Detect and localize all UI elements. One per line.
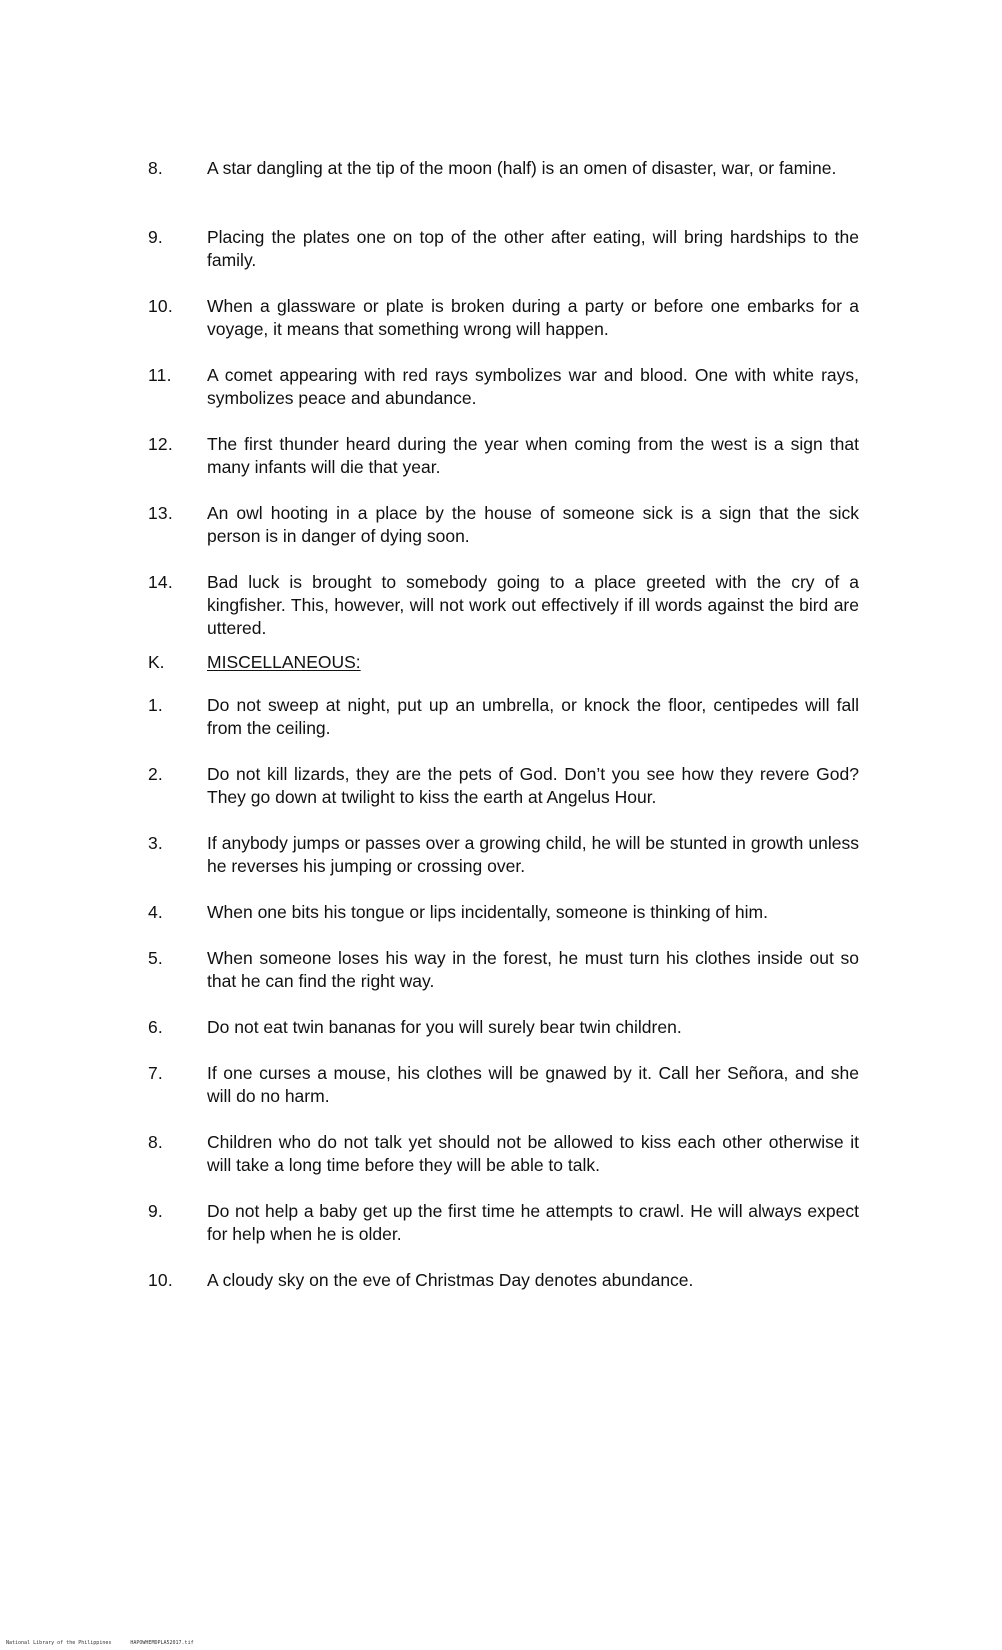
item-text: Do not eat twin bananas for you will surely bear twin children. (207, 1017, 682, 1037)
scan-footer (6, 1640, 210, 1646)
item-text: If one curses a mouse, his clothes will be gnawed by it. Call her Señora, and she will do no harm. (207, 1063, 859, 1106)
list-item (0, 502, 1002, 571)
item-text: The first thunder heard during the year when coming from the west is a sign that many infants will die that year. (207, 434, 859, 477)
item-number: 3. (148, 833, 163, 853)
item-text: When a glassware or plate is broken during a party or before one embarks for a voyage, it means that something wrong will happen. (207, 296, 859, 339)
list-item (0, 832, 1002, 901)
list-item (0, 694, 1002, 763)
item-number: 4. (148, 902, 163, 922)
list-item (0, 1016, 1002, 1062)
document-id: HAPOWHEMDPLA52017.tif (130, 1640, 194, 1646)
list-item (0, 157, 1002, 226)
item-text: Placing the plates one on top of the other after eating, will bring hardships to the family. (207, 227, 859, 270)
item-number: 13. (148, 503, 173, 523)
item-text: If anybody jumps or passes over a growing child, he will be stunted in growth unless he reverses his jumping or crossing over. (207, 833, 859, 876)
item-text: When one bits his tongue or lips incidentally, someone is thinking of him. (207, 902, 768, 922)
item-text: Do not sweep at night, put up an umbrella, or knock the floor, centipedes will fall from the ceiling. (207, 695, 859, 738)
item-number: 5. (148, 948, 163, 968)
item-number: 1. (148, 695, 163, 715)
list-item (0, 1200, 1002, 1269)
list-item (0, 1131, 1002, 1200)
item-number: 9. (148, 227, 163, 247)
list-item (0, 295, 1002, 364)
item-text: Do not help a baby get up the first time he attempts to crawl. He will always expect for help when he is older. (207, 1201, 859, 1244)
item-number: 8. (148, 1132, 163, 1152)
list-item (0, 364, 1002, 433)
item-number: 9. (148, 1201, 163, 1221)
list-item (0, 1062, 1002, 1131)
section-title: MISCELLANEOUS: (207, 652, 361, 672)
item-number: 12. (148, 434, 173, 454)
list-item (0, 763, 1002, 832)
section-heading-miscellaneous (0, 651, 1002, 677)
item-number: 10. (148, 1270, 173, 1290)
item-text: Do not kill lizards, they are the pets of God. Don’t you see how they revere God? They go down at twilight to kiss the earth at Angelus Hour. (207, 764, 859, 807)
item-text: An owl hooting in a place by the house of someone sick is a sign that the sick person is in danger of dying soon. (207, 503, 859, 546)
list-item (0, 1269, 1002, 1315)
superstition-list-continued (0, 157, 1002, 662)
item-number: 8. (148, 158, 163, 178)
list-item (0, 571, 1002, 662)
item-number: 6. (148, 1017, 163, 1037)
list-item (0, 226, 1002, 295)
list-item (0, 433, 1002, 502)
item-number: 11. (148, 365, 172, 385)
library-credit: National Library of the Philippines (6, 1640, 112, 1646)
item-text: A star dangling at the tip of the moon (half) is an omen of disaster, war, or famine. (207, 158, 837, 178)
item-number: 2. (148, 764, 163, 784)
item-number: 7. (148, 1063, 163, 1083)
item-text: A cloudy sky on the eve of Christmas Day denotes abundance. (207, 1270, 694, 1290)
miscellaneous-list (0, 694, 1002, 1315)
item-number: 10. (148, 296, 173, 316)
item-text: Bad luck is brought to somebody going to a place greeted with the cry of a kingfisher. This, however, will not work out effectively if ill words against the bird are uttered. (207, 572, 859, 638)
item-text: When someone loses his way in the forest, he must turn his clothes inside out so that he can find the right way. (207, 948, 859, 991)
item-text: Children who do not talk yet should not be allowed to kiss each other otherwise it will take a long time before they will be able to talk. (207, 1132, 859, 1175)
list-item (0, 947, 1002, 1016)
section-letter: K. (148, 652, 165, 672)
list-item (0, 901, 1002, 947)
item-text: A comet appearing with red rays symbolizes war and blood. One with white rays, symbolizes peace and abundance. (207, 365, 859, 408)
item-number: 14. (148, 572, 173, 592)
